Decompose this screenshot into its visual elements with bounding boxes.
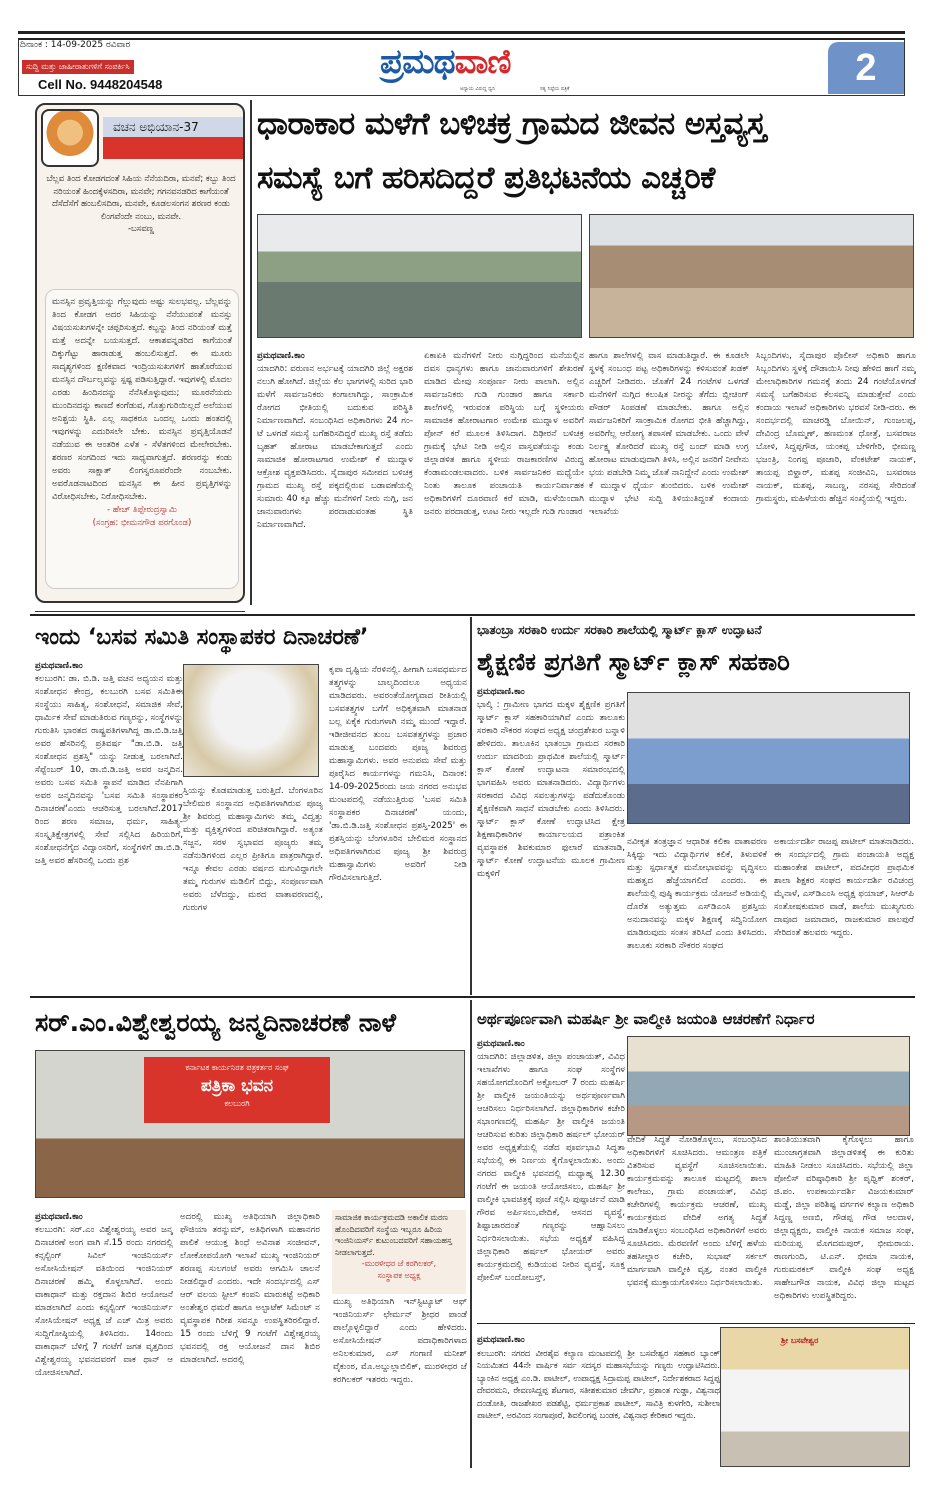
quote-role: ಸಂಸ್ಥಾಪಕ ಅಧ್ಯಕ್ಷ <box>377 1270 421 1280</box>
contact-phone: Cell No. 9448204548 <box>38 77 163 92</box>
visvesvaraya-column-2: ಅದರಲ್ಲಿ ಮುಖ್ಯ ಅತಿಥಿಯಾಗಿ ಜಿಲ್ಲಾಧಿಕಾರಿ ಫೌಜಿಯಾ ತರನ್ನುಮ್, ಅತಿಥಿಗಳಾಗಿ ಮಹಾನಗರ ಪಾಲಿಕೆ ಆಯುಕ್ತ ಶಿಂಧೆ ಅವಿನಾಶ ಸಂಜೀವನ್, ಲೋಕೋಪಯೋಗಿ ಇಲಾಖೆ ಮುಖ್ಯ ಇಂಜಿನಿಯರ್ ಶರಣಪ್ಪ ಸುಲಗಂಟೆ ಅವರು ಆಗಮಿಸಿ ಚಾಲನೆ ನೀಡಲಿದ್ದಾರೆ ಎಂದರು. ಇದೇ ಸಂದರ್ಭದಲ್ಲಿ ಎಸ್ ಆರ್ ವಲಯ ಸ್ಟೀಲ್ ಕಂಪನಿ ಮಾರುಕಟ್ಟೆ ಅಧಿಕಾರಿ ಅಂತೇಶ್ವರ ಧಮರೆ ಹಾಗೂ ಅಲ್ಟಾಟೆಕ್ ಸಿಮೆಂಟ್ ನ ವ್ಯವಸ್ಥಾಪಕ ಗಿರೀಶ ಸವನ್ನೂ ಉಪಸ್ಥಿತರಿರಲಿದ್ದಾರೆ. 15 ರಂದು ಬೆಳಿಗ್ಗೆ 9 ಗಂಟೆಗೆ ವಿಶ್ವೇಶ್ವರಯ್ಯ ಭವನದಲ್ಲಿ ರಕ್ತ ಆಯೋಜನೆ ದಾನ ಶಿಬಿರ ಮಾಡಲಾಗಿದೆ. ಅದರಲ್ಲಿ <box>180 1212 320 1365</box>
visvesvaraya-headline: ಸರ್.ಎಂ.ವಿಶ್ವೇಶ್ವರಯ್ಯ ಜನ್ಮದಿನಾಚರಣೆ ನಾಳೆ <box>35 1008 397 1037</box>
visvesvaraya-column-text: ಕಲಬುರಗಿ: ಸರ್.ಎಂ ವಿಶ್ವೇಶ್ವರಯ್ಯ ಅವರ ಜನ್ಮ ದಿನಾಚರಣೆ ಅಂಗ ವಾಗಿ ಸೆ.15 ರಂದು ನಗರದಲ್ಲಿ ಕನ್ಸಲ್ಟಿಂಗ್ ಸಿವಿಲ್ ಇಂಜಿನಿಯರ್ಸ್ ಅಸೋಸಿಯೇಷನ್ ವತಿಯಿಂದ ಇಂಜಿನಿಯರ್ ದಿನಾಚರಣೆ ಹಮ್ಮಿ ಕೊಳ್ಳಲಾಗಿದೆ. ಅಂದು ವಾಕಾಥಾನ್ ಮತ್ತು ರಕ್ತದಾನ ಶಿಬಿರ ಆಯೋಜನೆ ಮಾಡಲಾಗಿದೆ ಎಂದು ಕನ್ಸಲ್ಟಿಂಗ್ ಇಂಜಿನಿಯರ್ಸ್ ಸೋಸಿಯೇಷನ್ ಅಧ್ಯಕ್ಷ ಜೆ ಎಚ್ ಮಿತ್ರ ಅವರು ಸುದ್ದಿಗೋಷ್ಠಿಯಲ್ಲಿ ತಿಳಿಸಿದರು. 14ರಂದು ವಾಕಾಥಾನ್ ಬೆಳಿಗ್ಗೆ 7 ಗಂಟೆಗೆ ಜಗತ ವೃತ್ತದಿಂದ ವಿಶ್ವೇಶ್ವರಯ್ಯ ಭವನದವರಗೆ ವಾಕ ಥಾನ್ ಆ ಯೋಜಿಸಲಾಗಿದೆ. <box>35 1225 173 1378</box>
logo-part-1: ಪ್ರಮಥ <box>380 42 455 82</box>
byline: ಪ್ರಮಥವಾಣಿ.ಕಾಂ <box>35 661 83 671</box>
smart-class-column-text: ಭಾಲ್ಕಿ : ಗ್ರಾಮೀಣ ಭಾಗದ ಮಕ್ಕಳ ಶೈಕ್ಷಣಿಕ ಪ್ರಗತಿಗೆ ಸ್ಮಾರ್ಟ್ ಕ್ಲಾಸ್ ಸಹಕಾರಿಯಾಗಿವೆ ಎಂದು ತಾಲೂಕು ಸರಕಾರಿ ನೌಕರರ ಸಂಘದ ಅಧ್ಯಕ್ಷ ಚಂದ್ರಶೇಖರ ಬನ್ನಾಳಿ ಹೇಳಿದರು. ತಾಲೂಕಿನ ಭಾತಂಬ್ರಾ ಗ್ರಾಮದ ಸರಕಾರಿ ಉರ್ದು ಮಾದರಿಯ ಪ್ರಾಥಮಿಕ ಶಾಲೆಯಲ್ಲಿ ಸ್ಮಾರ್ಟ್ ಕ್ಲಾಸ್ ಕೋಣೆ ಉದ್ಘಾಟನಾ ಸಮಾರಂಭದಲ್ಲಿ ಭಾಗವಹಿಸಿ ಅವರು ಮಾತನಾಡಿದರು. ವಿದ್ಯಾರ್ಥಿಗಳು ಸರಕಾರದ ವಿವಿಧ ಸವಲತ್ತುಗಳನ್ನು ಪಡೆದುಕೊಂಡು ಶೈಕ್ಷಣಿಕವಾಗಿ ಸಾಧನೆ ಮಾಡಬೇಕು ಎಂದು ತಿಳಿಸಿದರು. ಸ್ಮಾರ್ಟ್ ಕ್ಲಾಸ್ ಕೋಣೆ ಉದ್ಘಾಟಿಸಿದ ಕ್ಷೇತ್ರ ಶಿಕ್ಷಣಾಧಿಕಾರಿಗಳ ಕಾರ್ಯಾಲಯದ ಪತ್ರಾಂಕಿತ ವ್ಯವಸ್ಥಾಪಕ ಶಿವಕುಮಾರ ಫುಲಾರೆ ಮಾತನಾಡಿ, ಸ್ಮಾರ್ಟ್ ಕೋಣೆ ಉದ್ಘಾಟನೆಯ ಮೂಲಕ ಗ್ರಾಮೀಣ ಮಕ್ಕಳಿಗೆ <box>477 700 625 879</box>
smart-class-kicker: ಭಾತಂಬ್ರಾ ಸರಕಾರಿ ಉರ್ದು ಸರಕಾರಿ ಶಾಲೆಯಲ್ಲಿ ಸ್ಮಾರ್ಟ್ ಕ್ಲಾಸ್ ಉದ್ಘಾಟನೆ <box>477 623 762 637</box>
visvesvaraya-column-1 <box>35 1211 173 1481</box>
logo-part-2: ವಾಣಿ <box>454 42 511 82</box>
lead-headline-1: ಧಾರಾಕಾರ ಮಳೆಗೆ ಬಳಿಚಕ್ರ ಗ್ರಾಮದ ಜೀವನ ಅಸ್ತವ್ಯಸ್ತ <box>257 106 766 142</box>
smart-class-headline: ಶೈಕ್ಷಣಿಕ ಪ್ರಗತಿಗೆ ಸ್ಮಾರ್ಟ್ ಕ್ಲಾಸ್ ಸಹಕಾರಿ <box>477 648 790 676</box>
section-divider <box>30 996 915 998</box>
page-number: 2 <box>828 42 904 94</box>
lead-column-4: ಸಿಬ್ಬಂದಿಗಳು, ಸೈದಾಪುರ ಪೊಲೀಸ್ ಅಧಿಕಾರಿ ಹಾಗೂ ಸಿಬ್ಬಂದಿಗಳು ಸ್ಥಳಕ್ಕೆ ದೌಡಾಯಿಸಿ ನೀವು ಹೇಳಿದ ಹಾಗೆ ನಮ್ಮ ಮೇಲಾಧಿಕಾರಿಗಳ ಗಮನಕ್ಕೆ ತಂದು 24 ಗಂಟೆಯೊಳಗಡೆ ಸಮಸ್ಯೆ ಬಗೆಹರಿಸುವ ಕೆಲಸವನ್ನಿ ಮಾಡುತ್ತೇವೆ ಎಂದು ಕಂದಾಯ ಇಲಾಖೆ ಅಧಿಕಾರಿಗಳು ಭರವಸೆ ನೀಡಿ-ದರು. ಈ ಸಂದರ್ಭದಲ್ಲಿ ಮಾಚರಡ್ಡಿ ಬೋಯಿನ್, ಗುಂಜಲಪ್ಪ, ದೇವಿಂದ್ರ ಬೊಮ್ಮಣ್, ಹಣಮಂತ ಧೋತ್ರೆ, ಬಸವರಾಜ ಬೋಳಿ, ಸಿದ್ದಪ್ಪಗೌಡ, ಯಂಕಪ್ಪ ಬೇಳಿಗೇರಿ, ಭೀಮಣ್ಣ ಭಜಂತ್ರಿ, ನಿಂಗಪ್ಪ ಪೂಜಾರಿ, ವೆಂಕಟೇಶ್ ನಾಯಕ್, ತಾಯಪ್ಪ ಬಿಳ್ಹಾರ್, ಮಶಪ್ಪ ಸಂಜೀವಿನಿ, ಬಸವರಾಜ ನಾಯಕ್, ಮಶಪ್ಪ, ಸಾಬಣ್ಣ, ನರಸಪ್ಪ ಸೇರಿದಂತೆ ಗ್ರಾಮಸ್ಥರು, ಮಹಿಳೆಯರು ಹೆಚ್ಚಿನ ಸಂಖ್ಯೆಯಲ್ಲಿ ಇದ್ದರು. <box>756 351 916 504</box>
lead-headline-2: ಸಮಸ್ಯೆ ಬಗೆ ಹರಿಸದಿದ್ದರೆ ಪ್ರತಿಭಟನೆಯ ಎಚ್ಚರಿಕೆ <box>257 160 715 196</box>
basava-column-2: ಸ್ತಿಯನ್ನು ಕೊಡಮಾಡುತ್ತ ಬರುತ್ತಿದೆ. ಬೆಂಗಳೂರಿನ ಬೇಲಿಮಠ ಸಂಸ್ಥಾನದ ಅಧಿಪತಿಗಳಾಗಿರುವ ಪೂಜ್ಯ ಶ್ರೀ ಶಿವರುದ್ರ ಮಹಾಸ್ವಾಮಿಗಳು ತಮ್ಮ ವಿದ್ವತ್ತು ಮತ್ತು ವ್ಯಕ್ತಿತ್ವಗಳಿಂದ ಪರಿಚಿತರಾಗಿದ್ದಾರೆ. ಅತ್ಯಂತ ಸಜ್ಜನ, ಸರಳ ಸ್ವಭಾವದ ಪೂಜ್ಯರು ತಮ್ಮ ನಡೆನುಡಿಗಳಿಂದ ಎಲ್ಲರ ಪ್ರೀತಿಗೂ ಪಾತ್ರರಾಗಿದ್ದಾರೆ. ಇನ್ನೂ ಕೇವಲ ಎರಡು ವರ್ಷದ ಮಗುವಿದ್ದಾಗಲೇ ತಮ್ಮ ಗುರುಗಳ ಮಡಿಲಿಗೆ ಬಿದ್ದು, ಸಂಪೂರ್ಣವಾಗಿ ಅವರು ಬೆಳೆದದ್ದು, ಮಠದ ವಾತಾವರಣದಲ್ಲಿ, ಗುರುಗಳ <box>183 786 323 913</box>
divider <box>35 611 245 612</box>
byline: ಪ್ರಮಥವಾಣಿ.ಕಾಂ <box>477 1335 525 1345</box>
school-group-photo <box>627 692 910 824</box>
visvesvaraya-column-3: ಮುಖ್ಯ ಅತಿಥಿಯಾಗಿ ಇನ್‌ಸ್ಟಿಟ್ಯೂಟ್ ಆಫ್ ಇಂಜಿನಿಯರ್ಸ್ ಛೇರ್ಮನ್ ಶ್ರೀಧರ ಪಾಂಡೆ ಪಾಲ್ಗೊಳ್ಳಲಿದ್ದಾರೆ ಎಂದು ಹೇಳಿದರು. ಅಸೋಸಿಯೇಷನ್ ಪದಾಧಿಕಾರಿಗಳಾದ ಅನಿಲಕುಮಾರ, ಎಸ್ ಗಂಗಾಣಿ ಮನೀಶ್ ವೈಕುಂಠ, ಮೊ.ಅಬ್ದುಲ್ಲಾಬಿಲಿಕ್, ಮುರಳೀಧರ ಜೆ ಕರಗಿಲಕರ್ ಇತರರು ಇದ್ದರು. <box>333 1297 467 1385</box>
byline: ಪ್ರಮಥವಾಣಿ.ಕಾಂ <box>477 1039 525 1049</box>
flood-photo <box>257 214 582 338</box>
lead-column-1 <box>257 350 413 605</box>
valmiki-column-text: ಯಾದಗಿರಿ: ಜಿಲ್ಲಾಡಳಿತ, ಜಿಲ್ಲಾ ಪಂಚಾಯತ್, ವಿವಿಧ ಇಲಾಖೆಗಳು ಹಾಗೂ ಸಂಘ ಸಂಸ್ಥೆಗಳ ಸಹಯೋಗದೊಂದಿಗೆ ಅಕ್ಟೋಬರ್ 7 ರಂದು ಮಹರ್ಷಿ ಶ್ರೀ ವಾಲ್ಮೀಕಿ ಜಯಂತಿಯನ್ನು ಅರ್ಥಪೂರ್ಣವಾಗಿ ಆಚರಿಸಲು ನಿರ್ಧರಿಸಲಾಗಿದೆ. ಜಿಲ್ಲಾಧಿಕಾರಿಗಳ ಕಚೇರಿ ಸಭಾಂಗಣದಲ್ಲಿ ಮಹರ್ಷಿ ಶ್ರೀ ವಾಲ್ಮೀಕಿ ಜಯಂತಿ ಆಚರಿಸುವ ಕುರಿತು ಜಿಲ್ಲಾಧಿಕಾರಿ ಹರ್ಷಲ್ ಭೋಯರ್ ಅವರ ಅಧ್ಯಕ್ಷತೆಯಲ್ಲಿ ನಡೆದ ಪೂರ್ವಭಾವಿ ಸಿದ್ಧತಾ ಸಭೆಯಲ್ಲಿ ಈ ನಿರ್ಣಯ ಕೈಗೊಳ್ಳಲಾಯಿತು. ಅಂದು ನಗರದ ವಾಲ್ಮೀಕಿ ಭವನದಲ್ಲಿ ಮಧ್ಯಾಹ್ನ 12.30 ಗಂಟೆಗೆ ಈ ಜಯಂತಿ ಆಯೋಜಿಸಲು, ಮಹರ್ಷಿ ಶ್ರೀ ವಾಲ್ಮೀಕಿ ಭಾವಚಿತ್ರಕ್ಕೆ ಪೂಜೆ ಸಲ್ಲಿಸಿ ಪುಷ್ಪಾರ್ಚನೆ ಮಾಡಿ ಗೌರವ ಅರ್ಪಿಸಲು,ವೇದಿಕೆ, ಆಸನದ ವ್ಯವಸ್ಥೆ, ಶಿಷ್ಟಾಚಾರದಂತೆ ಗಣ್ಯರನ್ನು ಆಹ್ವಾನಿಸಲು ನಿರ್ಧರಿಸಲಾಯಿತು. ಸಭೆಯ ಅಧ್ಯಕ್ಷತೆ ವಹಿಸಿದ್ದ ಜಿಲ್ಲಾಧಿಕಾರಿ ಹರ್ಷಲ್ ಭೋಯರ್ ಅವರು ಕಾರ್ಯಕ್ರಮದಲ್ಲಿ ಕುಡಿಯುವ ನೀರಿನ ವ್ಯವಸ್ಥೆ, ಸೂಕ್ತ ಪೋಲಿಸ್ ಬಂದೋಬಸ್ತ್, <box>477 1052 625 1283</box>
bank-event-photo <box>720 1327 910 1467</box>
press-club-banner <box>144 1057 330 1123</box>
vachana-poet: -ಬಸವಣ್ಣ <box>127 224 155 234</box>
lead-column-text: ಯಾದಗಿರಿ: ವರುಣನ ಅರ್ಭಟಕ್ಕೆ ಯಾದಗಿರಿ ಜಿಲ್ಲೆ ಅಕ್ಷರಶ ನಲುಗಿ ಹೋಗಿದೆ. ಜಿಲ್ಲೆಯ ಕೆಲ ಭಾಗಗಳಲ್ಲಿ ಸುರಿದ ಭಾರಿ ಮಳೆಗೆ ಸಾರ್ವಜನಿಕರು ಕಂಗಾಲಾಗಿದ್ದು, ಸಾಂಕ್ರಾಮಿಕ ರೋಗದ ಭೀತಿಯಲ್ಲಿ ಬದುಕುವ ಪರಿಸ್ಥಿತಿ ನಿರ್ಮಾಣವಾಗಿದೆ. ಸಂಬಂಧಿಸಿದ ಅಧಿಕಾರಿಗಳು 24 ಗಂ-ಟೆ ಒಳಗಡೆ ಸಮಸ್ಯೆ ಬಗೆಹರಿಸದಿದ್ದರೆ ಮುಖ್ಯ ರಸ್ತೆ ತಡೆದು ಬೃಹತ್ ಹೋರಾಟ ಮಾಡಬೇಕಾಗುತ್ತದೆ ಎಂದು ಸಾಮಾಜಿಕ ಹೋರಾಟಗಾರ ಉಮೇಶ್ ಕೆ ಮುದ್ನಾಳ ಆಕ್ರೋಶ ವ್ಯಕ್ತಪಡಿಸಿದರು. ಸೈದಾಪುರ ಸಮೀಪದ ಬಳಿಚಕ್ರ ಗ್ರಾಮದ ಮುಖ್ಯ ರಸ್ತೆ ಪಕ್ಕದಲ್ಲಿರುವ ಬಡಾವಣೆಯಲ್ಲಿ ಸುಮಾರು 40 ಕ್ಕೂ ಹೆಚ್ಚು ಮನೆಗಳಿಗೆ ನೀರು ನುಗ್ಗಿ, ಜನ ಜಾನುವಾರುಗಳು ಪರದಾಡುವಂತಹ ಸ್ಥಿತಿ ನಿರ್ಮಾಣವಾಗಿದೆ. <box>257 364 413 530</box>
valmiki-column-1 <box>477 1038 625 1313</box>
section-divider <box>30 614 915 616</box>
valmiki-headline: ಅರ್ಥಪೂರ್ಣವಾಗಿ ಮಹರ್ಷಿ ಶ್ರೀ ವಾಲ್ಮೀಕಿ ಜಯಂತಿ ಆಚರಣೆಗೆ ನಿರ್ಧಾರ <box>477 1010 815 1028</box>
bank-story <box>477 1334 720 1464</box>
vachana-title: ವಚನ ಅಭಿಯಾನ-37 <box>103 117 245 137</box>
bank-photo-banner: ಶ್ರೀ ಬಸವೇಶ್ವರ <box>781 1336 819 1345</box>
meeting-photo <box>627 1036 910 1136</box>
banner-line-1: ಕರ್ನಾಟಕ ಕಾರ್ಯನಿರತ ಪತ್ರಕರ್ತರ ಸಂಘ <box>185 1063 289 1072</box>
banner-line-2: ಪತ್ರಿಕಾ ಭವನ <box>200 1076 274 1096</box>
vachana-compiler: (ಸಂಗ್ರಹ: ಭೀಮನಗೌಡ ಪರಗೊಂಡ) <box>92 518 192 528</box>
basava-column-1 <box>35 660 183 1000</box>
contact-label: ಸುದ್ದಿ ಮತ್ತು ಜಾಹೀರಾತುಗಳಿಗೆ ಸಂಪರ್ಕಿಸಿ <box>22 60 134 74</box>
vachana-poem <box>41 173 241 236</box>
logo-tagline-2: ಸತ್ಯ ನಿಷ್ಠೆಯ ಪತ್ರಿಕೆ <box>540 86 570 92</box>
basava-column-3: ಕೃಪಾ ದೃಷ್ಟಿಯ ನೆರಳಿನಲ್ಲಿ. ಹೀಗಾಗಿ ಬಸವಧರ್ಮದ ತತ್ತ್ವಗಳನ್ನು ಬಾಲ್ಯದಿಂದಲೂ ಅಧ್ಯಯನ ಮಾಡಿದವರು. ಅವರಂತೆಯೋಗ್ಯವಾದ ರೀತಿಯಲ್ಲಿ ಬಸವತತ್ತ್ವಗಳ ಬಗೆಗೆ ಅಧಿಕೃತವಾಗಿ ಮಾತನಾಡ ಬಲ್ಲ ಏಕೈಕ ಗುರುಗಳಾಗಿ ನಮ್ಮ ಮುಂದೆ ಇದ್ದಾರೆ. ಇಡೀಜೀವನದ ತುಂಬ ಬಸವತತ್ತ್ವಗಳನ್ನು ಪ್ರಚಾರ ಮಾಡುತ್ತ ಬಂದವರು ಪೂಜ್ಯ ಶಿವರುದ್ರ ಮಹಾಸ್ವಾಮಿಗಳು. ಅವರ ಅನುಪಮ ಸೇವೆ ಮತ್ತು ಪೂರೈಸಿದ ಕಾರ್ಯಗಳನ್ನು ಗಮನಿಸಿ, ದಿನಾಂಕ: 14-09-2025ರಂದು ಜಯ ನಗರದ ಅನುಭವ ಮಂಟಪದಲ್ಲಿ ನಡೆಯುತ್ತಿರುವ 'ಬಸವ ಸಮಿತಿ ಸಂಸ್ಥಾಪಕರ ದಿನಾಚರಣೆ' ಯಂದು, 'ಡಾ.ಬಿ.ಡಿ.ಜತ್ತಿ ಸಂಶೋಧನ ಪ್ರಶಸ್ತಿ-2025' ಈ ಪ್ರಶಸ್ತಿಯನ್ನು ಬೆಂಗಳೂರಿನ ಬೇಲಿಮಠ ಸಂಸ್ಥಾನದ ಅಧಿಪತಿಗಳಾಗಿರುವ ಪೂಜ್ಯ ಶ್ರೀ ಶಿವರುದ್ರ ಮಹಾಸ್ವಾಮಿಗಳು ಅವರಿಗೆ ನೀಡಿ ಗೌರವಿಸಲಾಗುತ್ತಿದೆ. <box>329 665 467 883</box>
valmiki-column-2: ವೇದಿಕೆ ಸಿದ್ಧತೆ ನೋಡಿಕೊಳ್ಳಲು, ಸಂಬಂಧಿಸಿದ ಅಧಿಕಾರಿಗಳಿಗೆ ಸೂಚಿಸಿದರು. ಆಮಂತ್ರಣ ಪತ್ರಿಕೆ ವಿತರಿಸುವ ವ್ಯವಸ್ಥೆಗೆ ಸೂಚಿಸಲಾಯಿತು. ಕಾರ್ಯಕ್ರಮವನ್ನು ತಾಲೂಕ ಮಟ್ಟದಲ್ಲಿ ಶಾಲಾ ಕಾಲೇಜು, ಗ್ರಾಮ ಪಂಚಾಯತ್, ವಿವಿಧ ಕಚೇರಿಗಳಲ್ಲಿ ಕಾರ್ಯಕ್ರಮ ಆಚರಣೆ, ಮುಖ್ಯ ಕಾರ್ಯಕ್ರಮದ ವೇದಿಕೆ ಅಗತ್ಯ ಸಿದ್ಧತೆ ಮಾಡಿಕೊಳ್ಳಲು ಸಂಬಂಧಿಸಿದ ಅಧಿಕಾರಿಗಳಿಗೆ ಅವರು ಸೂಚಿಸಿದರು. ಮೆರವಣಿಗೆ ಅಂದು ಬೆಳಿಗ್ಗೆ ಹಳೆಯ ತಹಸೀಲ್ದಾರ ಕಚೇರಿ, ಸುಭಾಷ್ ಸರ್ಕಲ್ ಮಾರ್ಗವಾಗಿ ವಾಲ್ಮೀಕಿ ವೃತ್ತ, ನಂತರ ವಾಲ್ಮೀಕಿ ಭವನಕ್ಕೆ ಮುಕ್ತಾಯಗೊಳಿಸಲು ನಿರ್ಧರಿಸಲಾಯಿತು. <box>627 1135 767 1288</box>
press-meet-photo <box>35 1050 465 1198</box>
swamiji-photo <box>183 664 319 777</box>
issue-date: ದಿನಾಂಕ : 14-09-2025 ರವಿವಾರ <box>20 40 131 50</box>
villagers-police-photo <box>589 214 914 338</box>
column-divider <box>250 100 252 605</box>
section-divider <box>477 1323 915 1324</box>
byline: ಪ್ರಮಥವಾಣಿ.ಕಾಂ <box>35 1212 83 1222</box>
basava-headline: ಇಂದು ‘ಬಸವ ಸಮಿತಿ ಸಂಸ್ಥಾಪಕರ ದಿನಾಚರಣೆ’ <box>35 625 369 650</box>
logo-tagline-1: ಅನ್ಯಾಯ ವಿರುದ್ಧ ಧ್ವನಿ <box>460 86 496 92</box>
valmiki-column-3: ಶಾಂತಿಯುತವಾಗಿ ಕೈಗೊಳ್ಳಲು ಹಾಗೂ ಮುಂಜಾಗ್ರತವಾಗಿ ಜಿಲ್ಲಾಡಳಿತಕ್ಕೆ ಈ ಕುರಿತು ಮಾಹಿತಿ ನೀಡಲು ಸೂಚಿಸಿದರು. ಸಭೆಯಲ್ಲಿ ಜಿಲ್ಲಾ ಪೋಲಿಸ್ ವರಿಷ್ಠಾಧಿಕಾರಿ ಶ್ರೀ ಪೃಥ್ವಿಕ್ ಶಂಕರ್, ಜಿ.ಪಂ. ಉಪಕಾರ್ಯದರ್ಶಿ ವಿಜಯಕುಮಾರ್ ಮಡ್ಡೆ, ಜಿಲ್ಲಾ ಪರಿಶಿಷ್ಟ ವರ್ಗಗಳ ಕಲ್ಯಾಣ ಅಧಿಕಾರಿ ಸಿದ್ದಣ್ಣ ಅಣಬಿ, ಗೌಡಪ್ಪ ಗೌಡ ಆಲದಾಳ, ಜಿಲ್ಲಾಧ್ಯಕ್ಷರು, ವಾಲ್ಮೀಕಿ ನಾಯಕ ಸಮಾಜ ಸಂಘ, ಮರಿಯಪ್ಪ ಮೊಗದಮಪುರ್, ಭೀಮರಾಯ. ಠಾಣಗುಂದಿ, ಟಿ.ಎನ್. ಭೀಮಾ ನಾಯಕ, ಗುರುಮಠಕಲ್ ವಾಲ್ಮೀಕಿ ಸಂಘ ಅಧ್ಯಕ್ಷ ಸಾಹೇಬಗೌಡ ನಾಯಕ, ವಿವಿಧ ಜಿಲ್ಲಾ ಮಟ್ಟದ ಅಧಿಕಾರಿಗಳು ಉಪಸ್ಥಿತರಿದ್ದರು. <box>774 1135 914 1301</box>
column-divider <box>470 617 472 995</box>
vachana-commentary-box <box>45 289 239 589</box>
smart-class-column-3: ಅಕಾರ್ಯದರ್ಶಿ ರಾಜಪ್ಪ ಪಾಟೀಲ್ ಮಾತನಾಡಿದರು. ಈ ಸಂದರ್ಭದಲ್ಲಿ ಗ್ರಾಮ ಪಂಚಾಯತಿ ಅಧ್ಯಕ್ಷ ಮಹಾಂತೇಶ ಪಾಟೀಲ್, ಪದವೀಧರ ಪ್ರಾಥಮಿಕ ಶಾಲಾ ಶಿಕ್ಷಕರ ಸಂಘದ ಕಾರ್ಯದರ್ಶಿ ರವಿಚಂದ್ರ ಮೈನಾಳೆ, ಎಸ್‌ಡಿಎಂಸಿ ಅಧ್ಯಕ್ಷ ಫಯಾಜ್, ಸಿಆರ್‌ಪಿ ಸಂತೋಷಕುಮಾರ ವಾಡೆ, ಶಾಲೆಯ ಮುಖ್ಯಗುರು ದಾವೂದ ಜಮಾದಾರ, ರಾಜಕುಮಾರ ಪಾಲಪುರೆ ಸೇರಿದಂತೆ ಹಲವರು ಇದ್ದರು. <box>774 837 914 938</box>
byline: ಪ್ರಮಥವಾಣಿ.ಕಾಂ <box>477 687 525 697</box>
bank-story-text: ಕಲಬುರಗಿ: ನಗರದ ವೀರಶೈವ ಕಲ್ಯಾಣ ಮಂಟಪದಲ್ಲಿ ಶ್ರೀ ಬಸವೇಶ್ವರ ಸಹಕಾರ ಬ್ಯಾಂಕ್ ನಿಯಮಿತದ 44ನೇ ವಾರ್ಷಿಕ ಸರ್ವ ಸದಸ್ಯರ ಮಹಾಸಭೆಯನ್ನು ಗಣ್ಯರು ಉದ್ಘಾಟಿಸಿದರು. ಬ್ಯಾಂಕಿನ ಅಧ್ಯಕ್ಷ ಎಂ.ಡಿ. ಪಾಟೀಲ್, ಉಪಾಧ್ಯಕ್ಷ ಸಿದ್ರಾಮಪ್ಪ ಪಾಟೀಲ್, ನಿರ್ದೇಶಕರಾದ ಸಿದ್ದಪ್ಪ ದೇವರಮನಿ, ರೇವಣಸಿದ್ದಪ್ಪ ಶೆಟಗಾರ, ಸತೀಶಕುಮಾರ ಜೇವರ್ಗಿ, ಪ್ರಶಾಂತ ಗುಡ್ಡಾ, ವಿಶ್ವನಾಥ ದಂಡೋತಿ, ರಾಜಶೇಖರ ಪಡಶೆಟ್ಟಿ, ಧರ್ಮಪ್ರಕಾಶ ಪಾಟೀಲ್, ಸಾವಿತ್ರಿ ಕುಳಗೇರಿ, ಸುಶೀಲಾ ಪಾಟೀಲ್, ಅರವಿಂದ ಸಂಗಾಪೂರೆ, ಶಿವಲಿಂಗಪ್ಪ ಬಂಡಕ, ವಿಶ್ವನಾಥ ಕೇರಿಕಾರ ಇದ್ದರು. <box>477 1347 720 1420</box>
vachana-author: - ಹೇಚ್ ತಿಪ್ಪೇರುದ್ರಸ್ವಾಮಿ <box>106 505 178 515</box>
basavanna-portrait <box>41 109 99 167</box>
banner-line-3: ಕಲಬುರಗಿ <box>224 1099 250 1108</box>
basava-column-text: ಕಲಬುರಗಿ: ಡಾ. ಬಿ.ಡಿ. ಜತ್ತಿ ವಚನ ಅಧ್ಯಯನ ಮತ್ತು ಸಂಶೋಧನ ಕೇಂದ್ರ, ಕಲಬುರಗಿ ಬಸವ ಸಮಿತಿಈ ಸಂಸ್ಥೆಯು ಸಾಹಿತ್ಯ, ಸಂಶೋಧನೆ, ಸಮಾಜಿಕ ಸೇವೆ, ಧಾರ್ಮಿಕ ಸೇವೆ ಮಾಡುತಿರುವ ಗಣ್ಯರನ್ನು, ಸಂಸ್ಥೆಗಳನ್ನು ಗುರುತಿಸಿ ಭಾರತದ ರಾಷ್ಟ್ರಪತಿಗಳಾಗಿದ್ದ ಡಾ.ಬಿ.ಡಿ.ಜತ್ತಿ ಅವರ ಹೆಸರಿನಲ್ಲಿ ಪ್ರತಿವರ್ಷ "ಡಾ.ಬಿ.ಡಿ. ಜತ್ತಿ ಸಂಶೋಧನ ಪ್ರಶಸ್ತಿ" ಯನ್ನು ನೀಡುತ್ತ ಬರಲಾಗಿದೆ. ಸೆಪ್ಟೆಂಬರ್ 10, ಡಾ.ಬಿ.ಡಿ.ಜತ್ತಿ ಅವರ ಜನ್ಮದಿನ. ಅವರು ಬಸವ ಸಮಿತಿ ಸ್ಥಾಪನೆ ಮಾಡಿದ ನೆನಪಿಗಾಗಿ ಅವರ ಜನ್ಮದಿನವನ್ನು 'ಬಸವ ಸಮಿತಿ ಸಂಸ್ಥಾಪಕರ ದಿನಾಚರಣೆ'ಎಂದು ಆಚರಿಸುತ್ತ ಬರಲಾಗಿದೆ.2017 ರಿಂದ ಶರಣ ಸಮಾಜ, ಧರ್ಮ, ಸಾಹಿತ್ಯ-ಸಂಸ್ಕೃತಿಕ್ಷೇತ್ರಗಳಲ್ಲಿ ಸೇವೆ ಸಲ್ಲಿಸಿದ ಹಿರಿಯರಿಗೆ, ಸಂಶೋಧನೆಗೈದ ವಿದ್ವಾಂಸರಿಗೆ, ಸಂಸ್ಥೆಗಳಿಗೆ ಡಾ.ಬಿ.ಡಿ. ಜತ್ತಿ ಅವರ ಹೆಸರಿನಲ್ಲಿ ಒಂದು ಪ್ರಶ <box>35 674 183 866</box>
newspaper-logo <box>380 42 511 82</box>
lead-column-2: ಏಕಾಏಕಿ ಮನೆಗಳಿಗೆ ನೀರು ನುಗ್ಗಿದ್ದರಿಂದ ಮನೆಯಲ್ಲಿನ ದವಸ ಧಾನ್ಯಗಳು ಹಾಗೂ ಜಾನುವಾರುಗಳಿಗೆ ಶೇಖರಣೆ ಮಾಡಿದ ಮೇವು ಸಂಪೂರ್ಣ ನೀರು ಪಾಲಾಗಿ. ಅಲ್ಲಿನ ಸಾರ್ವಜನಿಕರು ಗುಡಿ ಗುಂಡಾರ ಹಾಗೂ ಸರ್ಕಾರಿ ಶಾಲೆಗಳಲ್ಲಿ ಇರುವಂತ ಪರಿಸ್ಥಿಯ ಬಗ್ಗೆ ಸ್ಥಳೀಯರು ಸಾಮಾಜಿಕ ಹೋರಾಟಗಾರ ಉಮೇಶ ಮುದ್ನಾಳ ಅವರಿಗೆ ಪೋನ್ ಕರೆ ಮೂಲಕ ತಿಳಿಸಿದಾಗ. ದಿಢೀರನೆ ಬಳಿಚಕ್ರ ಗ್ರಾಮಕ್ಕೆ ಭೇಟಿ ನೀಡಿ ಅಲ್ಲಿನ ವಾಸ್ತವತೆಯನ್ನು ಕಂಡು ಜಿಲ್ಲಾಡಳಿತ ಹಾಗೂ ಸ್ಥಳೀಯ ರಾಜಕಾರಣಿಗಳ ವಿರುದ್ಧ ಕೆಂಡಾಮಂಡಲವಾದರು. ಬಳಿಕ ಸಾರ್ವಜನಿಕರ ಮಧ್ಯೆಯೇ ನಿಂತು ತಾಲೂಕ ಪಂಚಾಯತಿ ಕಾರ್ಯನಿರ್ವಾಹಕ ಅಧಿಕಾರಿಗಳಿಗೆ ದೂರವಾಣಿ ಕರೆ ಮಾಡಿ, ಮಳೆಯಿಂದಾಗಿ ಜನರು ಪರದಾಡುತ್ತ, ಊಟ ನೀರು ಇಲ್ಲದೇ ಗುಡಿ ಗುಂಡಾರ <box>424 351 584 517</box>
smart-class-column-2: ನವೀಕೃತ ತಂತ್ರಜ್ಞಾನ ಆಧಾರಿತ ಕಲಿಕಾ ವಾತಾವರಣ ಸಿಕ್ಕಿದ್ದು ಇದು ವಿದ್ಯಾರ್ಥಿಗಳ ಕಲಿಕೆ, ತಿಳುವಳಿಕೆ ಮತ್ತು ಸ್ಪರ್ಧಾತ್ಮಕ ಮನೋಭಾವವನ್ನು ವೃದ್ಧಿಸಲು ಮಹತ್ವದ ಹೆಜ್ಜೆಯಾಗಲಿದೆ ಎಂದರು. ಈ ಶಾಲೆಯಲ್ಲಿ ಪುಷ್ಠಿ ಕಾರ್ಯಕ್ರಮ ಯೋಜನೆ ಅಡಿಯಲ್ಲಿ ದೊರೆತ ಅತ್ಯುತ್ತಮ ಎಸ್‌ಡಿಎಂಸಿ ಪ್ರಶಸ್ತಿಯ ಅನುದಾನವನ್ನು ಮಕ್ಕಳ ಶಿಕ್ಷಣಕ್ಕೆ ಸದ್ವಿನಿಯೋಗ ಮಾಡಿರುವುದು ಸಂತಸ ತರಿಸಿದೆ ಎಂದು ತಿಳಿಸಿದರು. ತಾಲೂಕು ಸರಕಾರಿ ನೌಕರರ ಸಂಘದ <box>627 837 767 951</box>
quote-name: -ಮುರಳೀಧರ ಜೆ ಕರಗಿಲಕರ್, <box>361 1259 437 1268</box>
byline: ಪ್ರಮಥವಾಣಿ.ಕಾಂ <box>257 351 305 361</box>
vachana-commentary: ಮನಸ್ಸಿನ ಪ್ರವೃತ್ತಿಯನ್ನು ಗೆಲ್ಲುವುದು ಅಷ್ಟು ಸುಲಭವಲ್ಲ. ಬೆಲ್ಲವನ್ನು ತಿಂದ ಕೋಡಗ ಅದರ ಸಿಹಿಯನ್ನು ನೆನೆಯುವಂತೆ ಮನಸ್ಸು ವಿಷಯಸುಖಗಳನ್ನೇ ಚಪ್ಪರಿಸುತ್ತದೆ. ಕಬ್ಬನ್ನು ತಿಂದ ನರಿಯಂತೆ ಮತ್ತೆ ಮತ್ತೆ ಅದನ್ನೇ ಬಯಸುತ್ತದೆ. ಆಕಾಶವನ್ನಡರಿದ ಕಾಗೆಯಂತೆ ದಿಕ್ಕುಗೆಟ್ಟು ಹಾರಾಡುತ್ತ ಹಂಬಲಿಸುತ್ತದೆ. ಈ ಮೂರು ಸಾದೃಶ್ಯಗಳಿಂದ ಕ್ಷಣಿಕವಾದ ಇಂದ್ರಿಯಸುಖಗಳಿಗೆ ಹಾತೊರೆಯುವ ಮನಸ್ಸಿನ ದೌರ್ಬಲ್ಯವನ್ನು ಸ್ಪಷ್ಟ ಪಡಿಸುತ್ತಿದ್ದಾರೆ. ಇವುಗಳಲ್ಲಿ ಮೊದಲ ಎರಡು ಹಿಂದಿನದನ್ನು ನೆನೆಸಿಕೊಳ್ಳುವುದು; ಮೂರನೆಯದು ಮುಂದಿನದನ್ನು ಕಾಣದೆ ಕಂಗೆಡುವ, ಗೊತ್ತುಗುರಿಯಿಲ್ಲದೆ ಅಲೆಯುವ ಅನಿಶ್ಚಯ ಸ್ಥಿತಿ. ಎಲ್ಲ ಸಾಧಕರೂ ಒಂದಲ್ಲ ಒಂದು ಹಂತದಲ್ಲಿ ಇವುಗಳನ್ನು ಎದುರಿಸಲೇ ಬೇಕು. ಮನಸ್ಸಿನ ಪ್ರವೃತ್ತಿಯೊಡನೆ ನಡೆಯುವ ಈ ಆಂತರಿಕ ಎಳೆತ - ಸೆಳೆತಗಳಿಂದ ಮೇಲೇರಬೇಕು. ಶರಣರ ಸಂಗದಿಂದ ಇದು ಸಾಧ್ಯವಾಗುತ್ತದೆ. ಶರಣರನ್ನು ಕಂಡು ಅವರು ಸಾಕ್ಷಾತ್ ಲಿಂಗಸ್ವರೂಪರೆಂದೇ ನಂಬಬೇಕು. ಅವರೊಡನಾಟದಿಂದ ಮನಸ್ಸಿನ ಈ ಹೀನ ಪ್ರವೃತ್ತಿಗಳನ್ನು ವಿರೋಧಿಸಬೇಕು, ನಿರೋಧಿಸಬೇಕು. <box>52 297 232 502</box>
top-rule <box>18 31 905 34</box>
quote-text: ಸಾಮಾಜಿಕ ಕಾರ್ಯಕ್ರಮದಡಿ ಅಕಾಲಿಕ ಮರಣ ಹೊಂದಿದವರಿಗೆ ಸಂಸ್ಥೆಯ ಇಬ್ಬರೂ ಹಿರಿಯ ಇಂಜಿನಿಯರ್ಸ್ ಕುಟುಂಬದವರಿಗೆ ಸಹಾಯಹಸ್ತ ನೀಡಲಾಗುತ್ತದೆ. <box>335 1213 452 1257</box>
column-divider <box>470 1000 472 1468</box>
pull-quote <box>332 1210 466 1294</box>
vachana-poem-text: ಬೆಲ್ಲವ ತಿಂದ ಕೋಡಗದಂತೆ ಸಿಹಿಯ ನೆನೆಯದಿರಾ, ಮನವೆ; ಕಬ್ಬು ತಿಂದ ನರಿಯಂತೆ ಹಿಂದಕ್ಕೆಳಸದಿರಾ, ಮನವೇ; ಗಗನವನಡರಿದ ಕಾಗೆಯಂತೆ ದೆಸೆದೆಸೆಗೆ ಹಂಬಲಿಸದಿರಾ, ಮನವೇ, ಕೂಡಲಸಂಗನ ಶರಣರ ಕಂಡು ಲಿಂಗವೆಂದೇ ನಂಬು, ಮನವೇ. <box>46 174 236 222</box>
lead-column-3: ಹಾಗೂ ಶಾಲೆಗಳಲ್ಲಿ ವಾಸ ಮಾಡುತಿದ್ದಾರೆ. ಈ ಕೂಡಲೇ ಸ್ಥಳಕ್ಕೆ ಸಂಬಂಧ ಪಟ್ಟ ಅಧಿಕಾರಿಗಳನ್ನು ಕಳಿಸುವಂತೆ ಖಡಕ್ ಎಚ್ಚರಿಗೆ ನೀಡಿದರು. ಜೊತೆಗೆ 24 ಗಂಟೆಗಳ ಒಳಗಡೆ ಮನೆಗಳಿಗೆ ನುಗ್ಗಿದ ಕಲುಷಿತ ನೀರನ್ನು ತೆಗೆದು ಬ್ಲೀಚಿಂಗ್ ಪೌಡರ್ ಸಿಂಪಡಣೆ ಮಾಡಬೇಕು. ಹಾಗೂ ಅಲ್ಲಿನ ಸಾರ್ವಜನಿಕರಿಗೆ ಸಾಂಕ್ರಾಮಿಕ ರೋಗದ ಭೀತಿ ಹೆಚ್ಚಾಗಿದ್ದು, ಅವರಿಗೆಲ್ಲ ಆರೋಗ್ಯ ತಪಾಸಣೆ ಮಾಡಬೇಕು. ಒಂದು ವೇಳೆ ನಿರ್ಲಕ್ಷ್ಯ ತೋರಿದರೆ ಮುಖ್ಯ ರಸ್ತೆ ಬಂದ್ ಮಾಡಿ ಉಗ್ರ ಹೋರಾಟ ಮಾಡುವುದಾಗಿ ತಿಳಿಸಿ, ಅಲ್ಲಿನ ಜನರಿಗೆ ನೀವೇನು ಭಯ ಪಡಬೇಡಿ ನಿಮ್ಮ ಜೊತೆ ನಾನಿದ್ದೇನೆ ಎಂದು ಉಮೇಶ್ ಕೆ ಮುದ್ನಾಳ ಧೈರ್ಯ ತುಂಬಿದರು. ಬಳಿಕ ಉಮೇಶ್ ಮುದ್ನಾಳ ಭೇಟಿ ಸುದ್ದಿ ತಿಳಿಯುತಿದ್ದಂತೆ ಕಂದಾಯ ಇಲಾಖೆಯ <box>589 351 749 517</box>
vachana-red-bar <box>103 137 245 159</box>
smart-class-column-1 <box>477 686 625 996</box>
vachana-box <box>35 103 245 603</box>
